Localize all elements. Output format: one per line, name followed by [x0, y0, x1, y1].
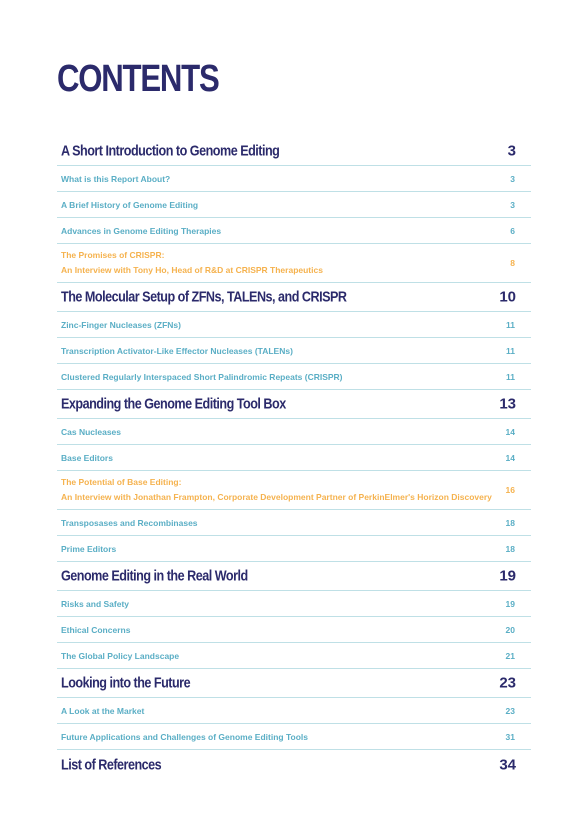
toc-page-number: 14	[505, 452, 515, 463]
toc-subentry[interactable]	[57, 698, 531, 724]
toc-entry-label	[61, 568, 481, 585]
toc-page-number: 10	[499, 288, 516, 306]
toc-entry-label: What is this Report About?	[61, 173, 171, 184]
toc-page-number: 16	[505, 485, 515, 495]
toc-subentry[interactable]	[57, 510, 531, 536]
toc-page-number: 3	[507, 142, 516, 160]
toc-entry-label: A Brief History of Genome Editing	[61, 199, 199, 210]
toc-section-entry[interactable]	[57, 390, 531, 419]
toc-page-number: 8	[510, 258, 515, 268]
toc-section-title: The Molecular Setup of ZFNs, TALENs, and CRISPR	[61, 288, 347, 306]
toc-page-number: 23	[499, 674, 516, 692]
toc-subentry[interactable]	[57, 338, 531, 364]
toc-page-number: 14	[505, 426, 515, 437]
toc-entry-label-line2: An Interview with Tony Ho, Head of R&D at CRISPR Therapeutics	[61, 265, 323, 275]
toc-page-number: 6	[510, 225, 515, 236]
toc-page-number: 18	[505, 517, 515, 528]
toc-page-number: 11	[506, 319, 515, 330]
toc-section-title: Expanding the Genome Editing Tool Box	[61, 395, 286, 413]
toc-entry-label: The Global Policy Landscape	[61, 650, 180, 661]
toc-entry-label: Ethical Concerns	[61, 624, 131, 635]
toc-page-number: 13	[499, 395, 516, 413]
toc-entry-label: Advances in Genome Editing Therapies	[61, 225, 222, 236]
toc-subentry[interactable]	[57, 218, 531, 244]
toc-section-title: Looking into the Future	[61, 674, 191, 692]
toc-page-number: 20	[505, 624, 515, 635]
toc-entry-label: A Look at the Market	[61, 705, 145, 716]
toc-interview-entry[interactable]	[57, 244, 531, 283]
toc-entry-label	[61, 475, 492, 505]
toc-entry-label: Future Applications and Challenges of Genome Editing Tools	[61, 731, 308, 742]
toc-subentry[interactable]	[57, 643, 531, 669]
toc-page-number: 21	[505, 650, 515, 661]
toc-entry-label-line1: The Promises of CRISPR:	[61, 250, 165, 260]
toc-page-number: 18	[505, 543, 515, 554]
toc-entry-label: Transcription Activator-Like Effector Nucleases (TALENs)	[61, 345, 293, 356]
page-title: CONTENTS	[57, 58, 219, 100]
toc-subentry[interactable]	[57, 591, 531, 617]
toc-page-number: 11	[506, 345, 515, 356]
toc-section-entry[interactable]	[57, 137, 531, 166]
toc-section-entry[interactable]	[57, 562, 531, 591]
toc-entry-label: Cas Nucleases	[61, 426, 122, 437]
toc-page-number: 19	[499, 567, 516, 585]
toc-entry-label: Transposases and Recombinases	[61, 517, 198, 528]
toc-subentry[interactable]	[57, 617, 531, 643]
toc-subentry[interactable]	[57, 192, 531, 218]
toc-section-title: List of References	[61, 756, 162, 773]
toc-subentry[interactable]	[57, 166, 531, 192]
table-of-contents	[57, 137, 531, 779]
toc-section-entry[interactable]	[57, 750, 531, 779]
toc-entry-label: Risks and Safety	[61, 598, 130, 609]
toc-subentry[interactable]	[57, 312, 531, 338]
toc-page-number: 3	[510, 199, 515, 210]
toc-entry-label: Prime Editors	[61, 543, 117, 554]
toc-entry-label	[61, 289, 481, 306]
toc-entry-label-line1: The Potential of Base Editing:	[61, 477, 182, 487]
toc-subentry[interactable]	[57, 724, 531, 750]
toc-entry-label	[61, 675, 481, 692]
toc-entry-label-line2: An Interview with Jonathan Frampton, Corporate Development Partner of PerkinElmer's Horizon Discovery	[61, 492, 492, 502]
toc-section-title: A Short Introduction to Genome Editing	[61, 142, 280, 160]
toc-section-title: Genome Editing in the Real World	[61, 567, 248, 585]
toc-interview-entry[interactable]	[57, 471, 531, 510]
toc-page-number: 11	[506, 371, 515, 382]
toc-section-entry[interactable]	[57, 669, 531, 698]
toc-entry-label: Base Editors	[61, 452, 113, 463]
toc-page-number: 23	[505, 705, 515, 716]
toc-subentry[interactable]	[57, 419, 531, 445]
toc-entry-label: Clustered Regularly Interspaced Short Palindromic Repeats (CRISPR)	[61, 371, 343, 382]
toc-entry-label	[61, 248, 481, 278]
toc-page-number: 31	[505, 731, 515, 742]
toc-entry-label	[61, 756, 481, 773]
toc-entry-label	[61, 396, 481, 413]
toc-entry-label	[61, 143, 481, 160]
toc-page-number: 3	[510, 173, 515, 184]
toc-page-number: 19	[505, 598, 515, 609]
toc-entry-label: Zinc-Finger Nucleases (ZFNs)	[61, 319, 181, 330]
toc-page-number: 34	[499, 756, 516, 773]
toc-subentry[interactable]	[57, 364, 531, 390]
toc-subentry[interactable]	[57, 445, 531, 471]
toc-subentry[interactable]	[57, 536, 531, 562]
toc-section-entry[interactable]	[57, 283, 531, 312]
